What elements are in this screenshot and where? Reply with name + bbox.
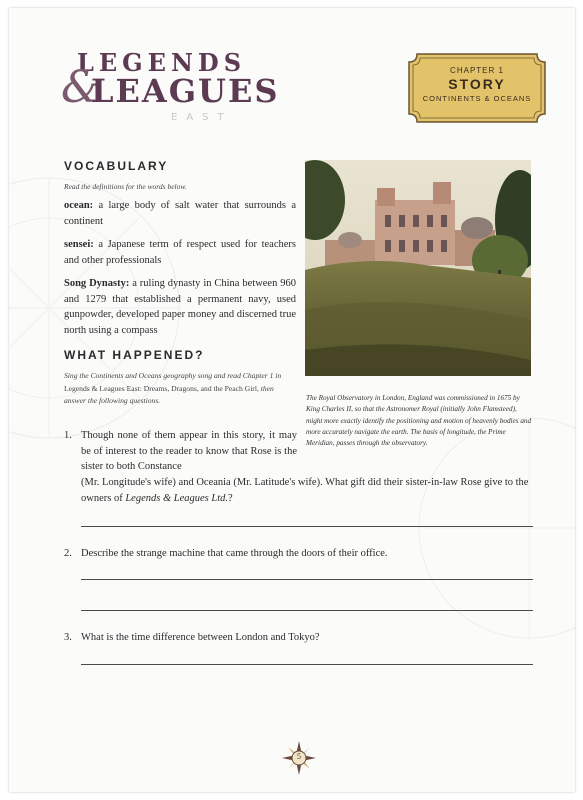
vocab-item-sensei: [64, 237, 296, 268]
answer-line[interactable]: [81, 579, 533, 580]
question-3-number: 3.: [64, 632, 72, 643]
question-1-text-top: Though none of them appear in this story, it may be of interest to the reader to know that Rose is the sister to both Constance: [81, 430, 297, 472]
vocab-term: Song Dynasty:: [64, 278, 130, 289]
vocab-definition: a ruling dynasty in China between 960 and 1279 that established a permanent navy, used gunpowder, developed paper money and discerned true north using a compass: [64, 278, 296, 336]
instruction-book-title: Legends & Leagues East: Dreams, Dragons, and the Peach Girl,: [64, 383, 259, 393]
question-1-number: 1.: [64, 430, 72, 441]
what-happened-instruction: [64, 370, 289, 408]
page-number: 5: [297, 752, 301, 761]
series-logo: [61, 48, 301, 138]
logo-line-legends: LEGENDS: [77, 48, 247, 77]
vocab-item-ocean: [64, 198, 296, 229]
question-2-text: Describe the strange machine that came through the doors of their office.: [81, 548, 388, 559]
vocabulary-instruction: Read the definitions for the words below.: [64, 182, 187, 191]
compass-rose-icon: [282, 741, 316, 775]
chapter-number: CHAPTER 1: [450, 66, 504, 75]
workbook-page: [9, 8, 575, 792]
answer-line[interactable]: [81, 526, 533, 527]
vocab-definition: a large body of salt water that surrounds a continent: [64, 200, 296, 227]
photo-caption: The Royal Observatory in London, England was commissioned in 1675 by King Charles II, so that the Astronomer Royal (initially John Flamsteed), might more exactly identify the positioning and motion of heavenly bodies and more accurately navigate the earth. The basis of longitude, the Prime Meridian, passes through the observatory.: [306, 394, 532, 448]
royal-observatory-painting: [305, 160, 531, 376]
chapter-title: STORY: [448, 76, 506, 92]
question-2-number: 2.: [64, 548, 72, 559]
vocab-term: ocean:: [64, 200, 94, 211]
question-1-text-bottom: [81, 475, 537, 506]
question-1-text: (Mr. Longitude's wife) and Oceania (Mr. Latitude's wife). What gift did their sister-in-law Rose give to the owners of: [81, 477, 529, 504]
logo-subtitle-east: EAST: [171, 112, 233, 123]
vocab-definition: a Japanese term of respect used for teachers and other professionals: [64, 239, 296, 266]
answer-line[interactable]: [81, 664, 533, 665]
logo-ampersand: &: [61, 62, 101, 113]
vocabulary-heading: VOCABULARY: [64, 159, 169, 173]
chapter-topic: CONTINENTS & OCEANS: [422, 94, 532, 103]
what-happened-heading: WHAT HAPPENED?: [64, 348, 205, 362]
question-1-italic: Legends & Leagues Ltd.: [125, 492, 228, 504]
answer-line[interactable]: [81, 610, 533, 611]
question-1-end: ?: [228, 492, 233, 504]
vocab-term: sensei:: [64, 239, 94, 250]
instruction-text: Sing the Continents and Oceans geography song and read Chapter 1 in: [64, 371, 282, 380]
instruction-text-end: then answer the following questions.: [64, 383, 274, 405]
vocab-item-song-dynasty: [64, 276, 296, 338]
logo-line-leagues: LEAGUES: [91, 72, 280, 110]
chapter-badge: [407, 52, 547, 124]
question-3-text: What is the time difference between London and Tokyo?: [81, 632, 320, 643]
